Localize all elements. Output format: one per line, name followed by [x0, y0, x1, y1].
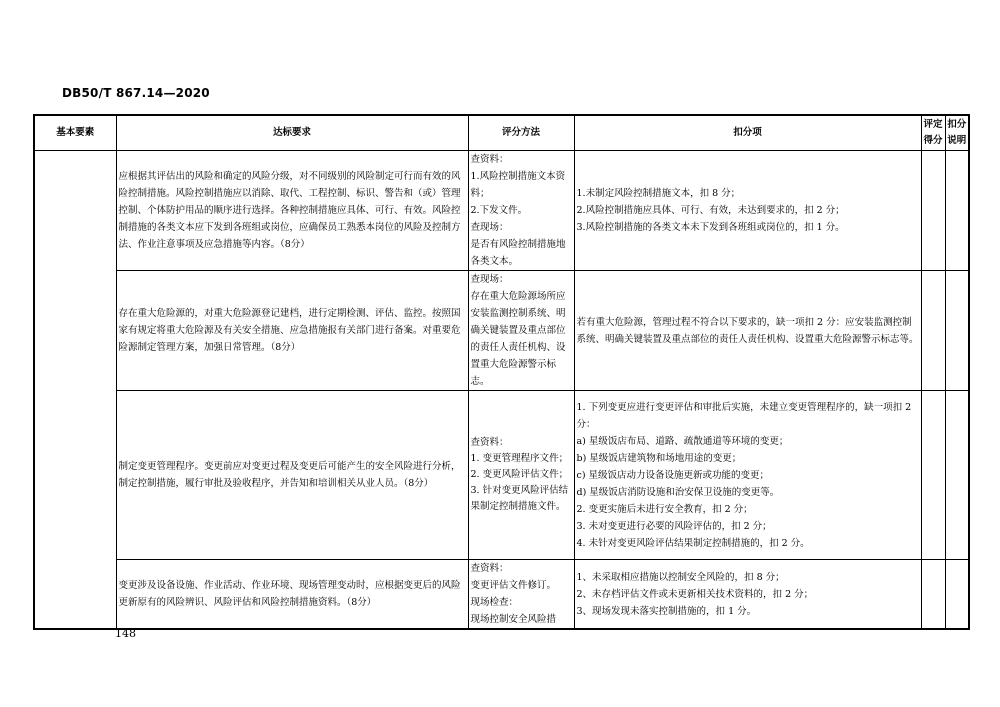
score-cell[interactable] — [921, 151, 945, 271]
table-row — [34, 391, 969, 560]
deduction-item: c) 星级饭店动力设备设施更新或功能的变更； — [576, 469, 770, 481]
document-code: DB50/T 867.14—2020 — [62, 86, 210, 100]
note-cell[interactable] — [945, 151, 969, 271]
deduction-item: 3.风险控制措施的各类文本未下发到各班组或岗位的，扣 1 分。 — [576, 222, 845, 233]
method-line: 现场检查： — [470, 597, 519, 608]
column-header-requirement: 达标要求 — [116, 115, 468, 151]
column-header-score: 评定得分 — [921, 115, 945, 151]
deduction-item: 2. 变更实施后未进行安全教育，扣 2 分； — [576, 503, 753, 515]
deduction-item: 2.风险控制措施应具体、可行、有效，未达到要求的，扣 2 分； — [576, 205, 845, 216]
method-cell — [468, 391, 574, 560]
column-header-method: 评分方法 — [468, 115, 574, 151]
deduction-item: 1. 下列变更应进行变更评估和审批后实施，未建立变更管理程序的，缺一项扣 2 分： — [576, 401, 912, 430]
requirement-cell: 变更涉及设备设施、作业活动、作业环境、现场管理变动时，应根据变更后的风险更新原有的风险辨识、风险评估和风险控制措施资料。（8分） — [116, 560, 468, 630]
method-line: 1.风险控制措施文本资料； — [470, 171, 566, 199]
deduction-item: 3、现场发现未落实控制措施的，扣 1 分。 — [576, 605, 757, 617]
table-row — [34, 271, 969, 391]
deduction-item: d) 星级饭店消防设施和治安保卫设施的变更等。 — [576, 486, 780, 498]
deduction-item: b) 星级饭店建筑物和场地用途的变更； — [576, 452, 742, 464]
deduction-item: 1.未制定风险控制措施文本，扣 8 分； — [576, 188, 741, 199]
deduction-item: 若有重大危险源，管理过程不符合以下要求的，缺一项扣 2 分：应安装监测控制系统、明确关键装置及重点部位的责任人责任机构、设置重大危险源警示标志等。 — [576, 316, 919, 345]
requirement-cell: 应根据其评估出的风险和确定的风险分级，对不同级别的风险制定可行而有效的风险控制措施。风险控制措施应以消除、取代、工程控制、标识、警告和（或）管理控制、个体防护用品的顺序进行选择。各种控制措施应具体、可行、有效。风险控制措施的各类文本应下发到各班组或岗位，应确保员工熟悉本岗位的风险及控制方法、作业注意事项及应急措施等内容。（8分） — [116, 151, 468, 271]
column-header-note: 扣分说明 — [945, 115, 969, 151]
method-cell — [468, 151, 574, 271]
deductions-cell — [574, 391, 921, 560]
table-header-row — [34, 115, 969, 151]
method-line: 查资料： — [470, 437, 509, 448]
method-line: 查现场： — [470, 274, 509, 285]
deductions-cell — [574, 560, 921, 630]
method-line: 是否有风险控制措施地各类文本。 — [470, 239, 566, 267]
deduction-item: 4. 未针对变更风险评估结果制定控制措施的，扣 2 分。 — [576, 537, 810, 549]
column-header-element: 基本要素 — [34, 115, 116, 151]
method-line: 存在重大危险源场所应安装监测控制系统、明确关键装置及重点部位的责任人责任机构、设置重大危险源警示标志。 — [470, 291, 566, 387]
method-line: 1. 变更管理程序文件； — [470, 453, 569, 464]
column-header-deductions: 扣分项 — [574, 115, 921, 151]
method-cell — [468, 271, 574, 391]
deduction-item: a) 星级饭店布局、道路、疏散通道等环境的变更； — [576, 435, 789, 447]
deduction-item: 3. 未对变更进行必要的风险评估的，扣 2 分； — [576, 520, 772, 532]
deduction-item: 1、未采取相应措施以控制安全风险的，扣 8 分； — [576, 571, 785, 583]
note-cell[interactable] — [945, 391, 969, 560]
requirement-cell: 存在重大危险源的，对重大危险源登记建档，进行定期检测、评估、监控。按照国家有规定将重大危险源及有关安全措施、应急措施报有关部门进行备案。对重要危险源制定管理方案，加强日常管理。（8分） — [116, 271, 468, 391]
scoring-table — [33, 114, 970, 630]
score-cell[interactable] — [921, 391, 945, 560]
note-cell[interactable] — [945, 560, 969, 630]
method-line: 查资料： — [470, 154, 509, 165]
element-cell — [34, 151, 116, 630]
page-number: 148 — [115, 627, 136, 640]
method-line: 2.下发文件。 — [470, 205, 528, 216]
method-line: 3. 针对变更风险评估结果制定控制措施文件。 — [470, 485, 569, 512]
score-cell[interactable] — [921, 560, 945, 630]
method-line: 2. 变更风险评估文件； — [470, 469, 569, 480]
method-cell — [468, 560, 574, 630]
table-row — [34, 560, 969, 630]
deductions-cell — [574, 151, 921, 271]
method-line: 查资料： — [470, 563, 509, 574]
requirement-cell: 制定变更管理程序。变更前应对变更过程及变更后可能产生的安全风险进行分析，制定控制措施，履行审批及验收程序，并告知和培训相关从业人员。（8分） — [116, 391, 468, 560]
note-cell[interactable] — [945, 271, 969, 391]
method-line: 变更评估文件修订。 — [470, 580, 557, 591]
table-row — [34, 151, 969, 271]
method-line: 查现场： — [470, 222, 509, 233]
deduction-item: 2、未存档评估文件或未更新相关技术资料的，扣 2 分； — [576, 588, 814, 600]
score-cell[interactable] — [921, 271, 945, 391]
method-line: 现场控制安全风险措 — [470, 614, 557, 625]
deductions-cell — [574, 271, 921, 391]
